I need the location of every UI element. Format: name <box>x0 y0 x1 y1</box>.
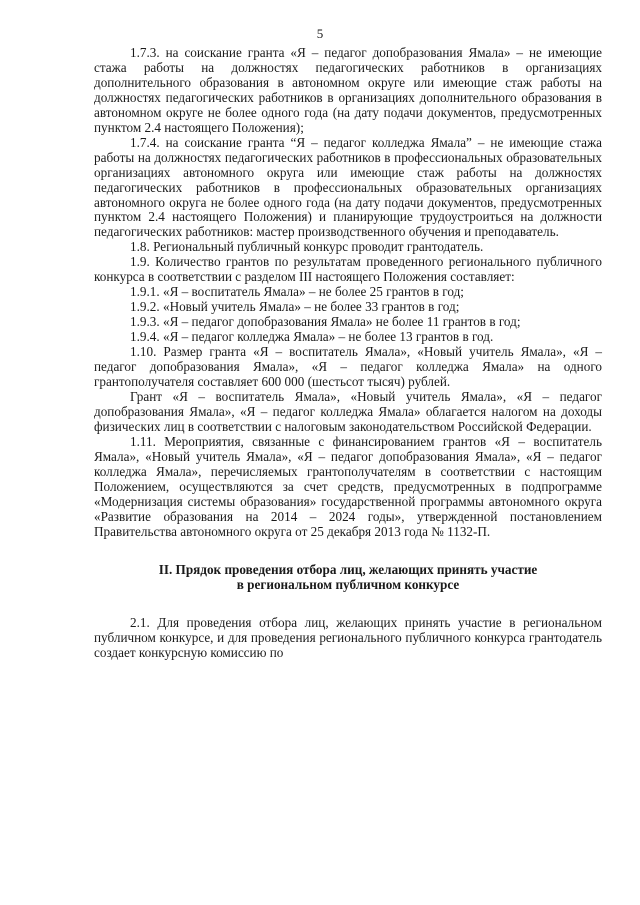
list-item-1-9-1: 1.9.1. «Я – воспитатель Ямала» – не более 25 грантов в год; <box>130 284 464 300</box>
section-heading-line-1: II. Прядок проведения отбора лиц, желающих принять участие <box>158 562 538 578</box>
paragraph-1-8: 1.8. Региональный публичный конкурс проводит грантодатель. <box>130 239 484 255</box>
paragraph-1-11: 1.11. Мероприятия, связанные с финансированием грантов «Я – воспитатель Ямала», «Новый учитель Ямала», «Я – педагог допобразования Ямала», «Я – педагог колледжа Ямала», перечисляемых грантополучателям в соответствии с настоящим Положением, осуществляются за счет средств, предусмотренных в подпрограмме «Модернизация системы образования» государственной программы автономного округа «Развитие образования на 2014 – 2024 годы», утвержденной постановлением Правительства автономного округа от 25 декабря 2013 года № 1132-П. <box>94 433 602 539</box>
paragraph-1-7-3: 1.7.3. на соискание гранта «Я – педагог допобразования Ямала» – не имеющие стажа работы на должностях педагогических работников в организациях дополнительного образования в автономном округе или имеющие стаж работы на должностях педагогических работников в организациях дополнительного образования в автономном округе не более одного года (на дату подачи документов, предусмотренных пунктом 2.4 настоящего Положения); <box>94 45 602 135</box>
paragraph-1-7-4: 1.7.4. на соискание гранта “Я – педагог колледжа Ямала” – не имеющие стажа работы на должностях педагогических работников в профессиональных образовательных организациях автономного округа или имеющие стаж работы на должностях педагогических работников в профессиональных образовательных организациях автономного округа не более одного года (на дату подачи документов, предусмотренных пунктом 2.4 настоящего Положения) и планирующие трудоустроиться на должности педагогических работников: мастер производственного обучения и преподаватель. <box>94 134 602 240</box>
section-heading <box>94 562 602 592</box>
document-body <box>94 46 602 661</box>
page-number: 5 <box>316 26 324 41</box>
paragraph-1-10: 1.10. Размер гранта «Я – воспитатель Ямала», «Новый учитель Ямала», «Я – педагог допобразования Ямала», «Я – педагог колледжа Ямала» на одного грантополучателя составляет 600 000 (шестьсот тысяч) рублей. <box>94 344 602 389</box>
paragraph-2-1: 2.1. Для проведения отбора лиц, желающих принять участие в региональном публичном конкурсе, и для проведения регионального публичного конкурса грантодатель создает конкурсную комиссию по <box>94 615 602 661</box>
paragraph-grant-tax: Грант «Я – воспитатель Ямала», «Новый учитель Ямала», «Я – педагог допобразования Ямала», «Я – педагог колледжа Ямала» облагается налогом на доходы физических лиц в соответствии с налоговым законодательством Российской Федерации. <box>94 388 602 434</box>
section-heading-line-2: в региональном публичном конкурсе <box>236 577 460 593</box>
paragraph-1-9: 1.9. Количество грантов по результатам проведенного регионального публичного конкурса в соответствии с разделом III настоящего Положения составляет: <box>94 254 602 285</box>
list-item-1-9-2: 1.9.2. «Новый учитель Ямала» – не более 33 грантов в год; <box>130 299 460 315</box>
list-item-1-9-4: 1.9.4. «Я – педагог колледжа Ямала» – не более 13 грантов в год. <box>130 329 494 345</box>
list-item-1-9-3: 1.9.3. «Я – педагог допобразования Ямала» не более 11 грантов в год; <box>130 314 521 330</box>
